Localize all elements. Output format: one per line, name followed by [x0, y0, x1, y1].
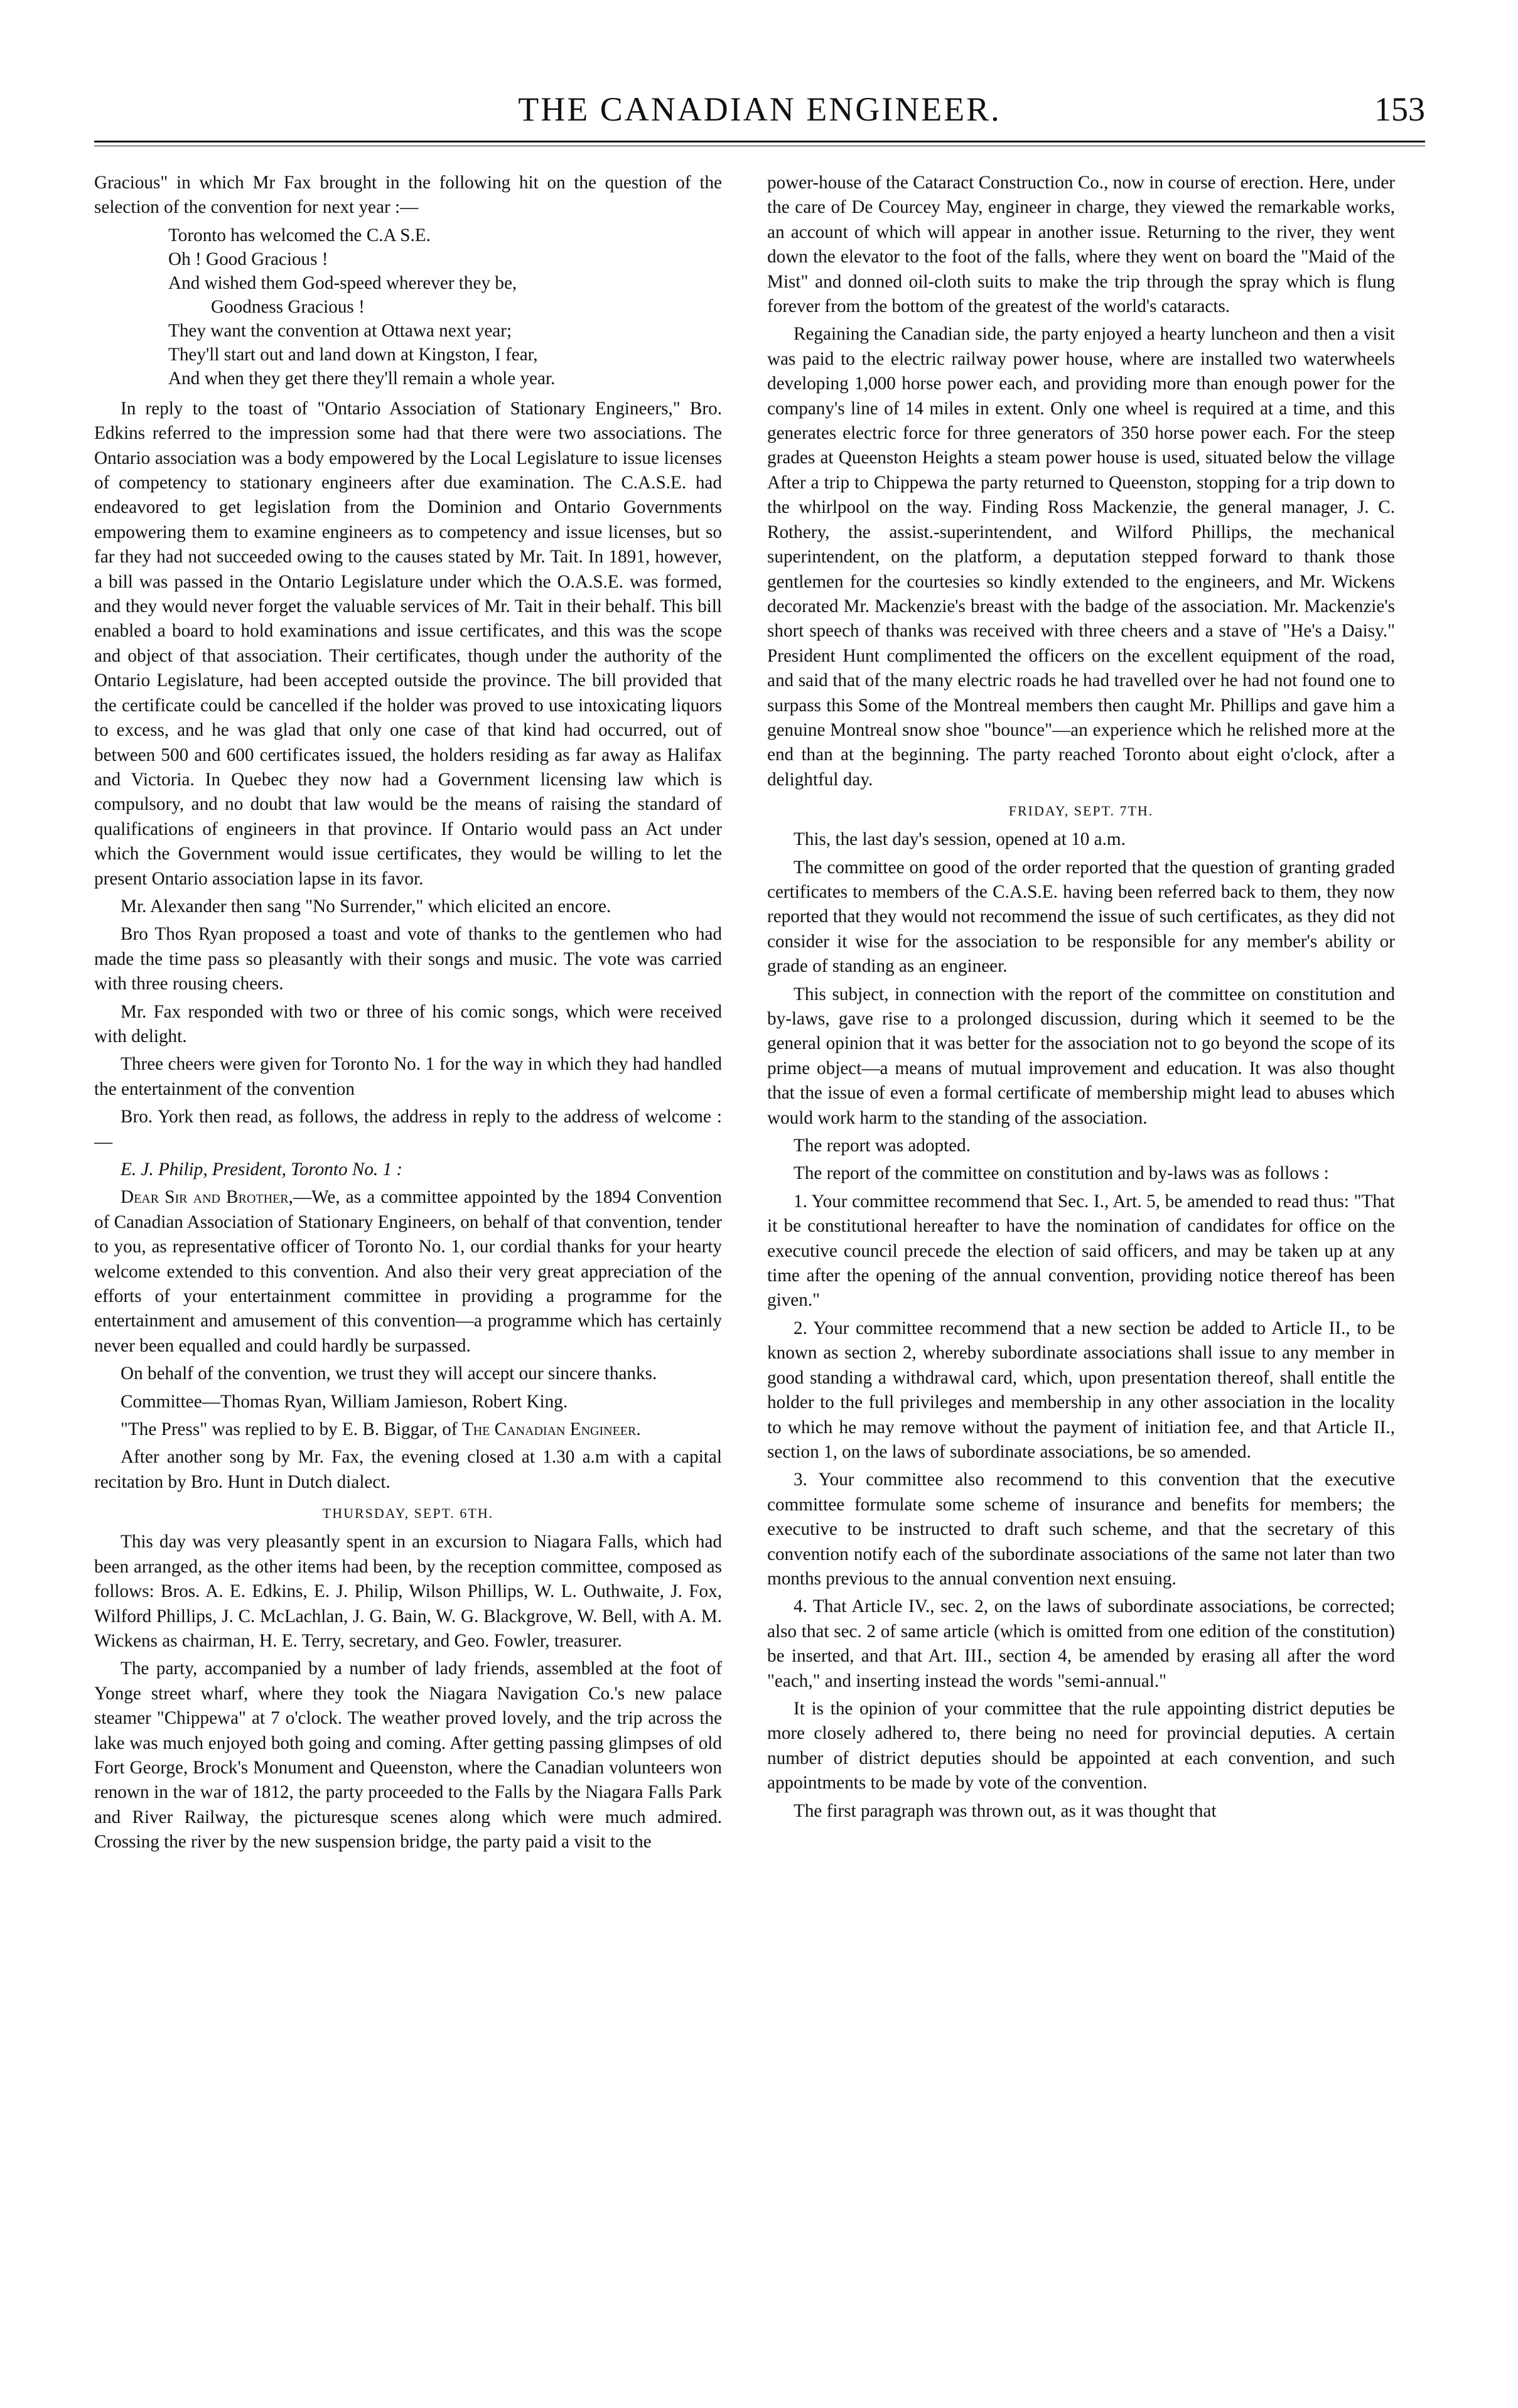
- paragraph-press: [94, 1417, 722, 1442]
- paragraph-adopted: The report was adopted.: [794, 1136, 971, 1156]
- verse-line: They want the convention at Ottawa next year;: [168, 320, 512, 341]
- paragraph-oase: In reply to the toast of "Ontario Association of Stationary Engineers," Bro. Edkins referred to the impression some had that there were two associations. The Ontario association was a body empowered by the Local Legislature to issue licenses of competency to stationary engineers after due examination. The C.A.S.E. had endeavored to get legislation from the Dominion and Ontario Governments empowering them to examine engineers as to competency and issue licenses, but so far they had not succeeded owing to the causes stated by Mr. Tait. In 1891, however, a bill was passed in the Ontario Legislature under which the O.A.S.E. was formed, and they would never forget the valuable services of Mr. Tait in their behalf. This bill enabled a board to hold examinations and issue certificates, and this was the scope and object of that association. Their certificates, though under the authority of the Ontario Legislature, had been accepted outside the province. The bill provided that the certificate could be cancelled if the holder was proved to use intoxicating liquors to excess, and he was glad that only one case of that kind had occurred, out of between 500 and 600 certificates issued, the holders residing as far away as Halifax and Victoria. In Quebec they now had a Government licensing law which is compulsory, and no doubt that law would be the means of raising the standard of qualifications of engineers in that province. If Ontario would pass an Act under which the Government would issue certificates, they would be willing to let the present Ontario association lapse in its favor.: [94, 398, 722, 889]
- press-end: .: [636, 1419, 641, 1440]
- paragraph-niagara: This day was very pleasantly spent in an excursion to Niagara Falls, which had been arranged, as the other items had been, by the reception committee, composed as follows: Bros. A. E. Edkins, E. J. Philip, Wilson Phillips, W. L. Outhwaite, J. Fox, Wilford Phillips, J. C. McLachlan, J. G. Bain, W. G. Blackgrove, W. Bell, with A. M. Wickens as chairman, H. E. Terry, secretary, and Geo. Fowler, treasurer.: [94, 1532, 722, 1651]
- addressee: E. J. Philip, President, Toronto No. 1 :: [121, 1159, 403, 1180]
- running-title: THE CANADIAN ENGINEER.: [518, 90, 1001, 128]
- paragraph-behalf: On behalf of the convention, we trust they will accept our sincere thanks.: [121, 1363, 657, 1384]
- verse: [168, 223, 722, 390]
- paragraph-item-3: 3. Your committee also recommend to this convention that the executive committee formulate some scheme of insurance and benefits for members; the executive to be instructed to draft such scheme, and that the secretary of this convention notify each of the subordinate associations of the same not later than two months previous to the annual convention next ensuing.: [767, 1470, 1395, 1589]
- paragraph-york: Bro. York then read, as follows, the address in reply to the address of welcome :—: [94, 1107, 722, 1152]
- paragraph-regaining: Regaining the Canadian side, the party enjoyed a hearty luncheon and then a visit was paid to the electric railway power house, where are installed two waterwheels developing 1,000 horse power each, and providing more than enough power for the company's line of 14 miles in extent. Only one wheel is required at a time, and this generates electric force for three generators of 350 horse power each. For the steep grades at Queenston Heights a steam power house is used, situated below the village After a trip to Chippewa the party returned to Queenston, stopping for a trip down to the whirlpool on the way. Finding Ross Mackenzie, the general manager, J. C. Rothery, the assist.-superintendent, and Wilford Phillips, the mechanical superintendent, on the platform, a deputation stepped forward to thank those gentlemen for the courtesies so kindly extended to the engineers, and Mr. Wickens decorated Mr. Mackenzie's breast with the badge of the association. Mr. Mackenzie's short speech of thanks was received with three cheers and a stave of "He's a Daisy." President Hunt complimented the officers on the excellent equipment of the road, and said that of the many electric roads he had travelled over he had not found one to surpass this Some of the Montreal members then caught Mr. Phillips and gave him a genuine Montreal snow shoe "bounce"—an experience which he relished more at the end than at the beginning. The party reached Toronto about eight o'clock, after a delightful day.: [767, 324, 1395, 790]
- paragraph-report-intro: The report of the committee on constitution and by-laws was as follows :: [794, 1163, 1329, 1184]
- left-column: [94, 171, 722, 2380]
- verse-line: Toronto has welcomed the C.A S.E.: [168, 225, 431, 245]
- verse-line: Oh ! Good Gracious !: [168, 249, 328, 269]
- paragraph-ryan: Bro Thos Ryan proposed a toast and vote of thanks to the gentlemen who had made the time pass so pleasantly with their songs and music. The vote was carried with three rousing cheers.: [94, 924, 722, 994]
- paragraph-session: This, the last day's session, opened at 10 a.m.: [794, 829, 1126, 850]
- paragraph-cataract: power-house of the Cataract Construction Co., now in course of erection. Here, under the care of De Courcey May, engineer in charge, they viewed the remarkable works, an account of which will appear in another issue. Returning to the river, they went down the elevator to the foot of the falls, where they went on board the "Maid of the Mist" and donned oil-cloth suits to make the trip through the spray which is flung forever from the bottom of the greatest of the world's cataracts.: [767, 173, 1395, 317]
- paragraph-fax: Mr. Fax responded with two or three of his comic songs, which were received with delight.: [94, 1001, 722, 1046]
- paragraph-first-paragraph: The first paragraph was thrown out, as it was thought that: [794, 1800, 1217, 1821]
- paragraph-opinion: It is the opinion of your committee that the rule appointing district deputies be more closely adhered to, there being no need for provincial deputies. A certain number of district deputies should be appointed at each convention, and such appointments to be made by vote of the convention.: [767, 1698, 1395, 1793]
- salutation: Dear Sir and Brother,: [121, 1187, 293, 1208]
- header-rule-thick: [94, 141, 1425, 142]
- paragraph-alexander: Mr. Alexander then sang "No Surrender," which elicited an encore.: [121, 896, 611, 916]
- verse-line: They'll start out and land down at Kingston, I fear,: [168, 344, 538, 365]
- press-text: "The Press" was replied to by E. B. Biggar, of: [121, 1419, 462, 1440]
- paragraph-cheers: Three cheers were given for Toronto No. 1 for the way in which they had handled the entertainment of the convention: [94, 1054, 722, 1099]
- paragraph-good-order: The committee on good of the order reported that the question of granting graded certificates to members of the C.A.S.E. having been referred back to them, they now reported that they would not recommend the issue of such certificates, as they did not consider it wise for the association to be responsible for any member's ability or grade of standing as an engineer.: [767, 857, 1395, 977]
- right-column: [767, 171, 1395, 2380]
- journal-name: The Canadian Engineer: [461, 1419, 637, 1440]
- paragraph-committee: Committee—Thomas Ryan, William Jamieson, Robert King.: [121, 1391, 568, 1412]
- verse-line: Goodness Gracious !: [211, 296, 365, 317]
- section-heading-friday: FRIDAY, SEPT. 7TH.: [1008, 803, 1154, 819]
- paragraph-item-4: 4. That Article IV., sec. 2, on the laws of subordinate associations, be corrected; also that sec. 2 of same article (which is omitted from one edition of the constitution) be inserted, and that Art. III., section 4, be amended by erasing all after the word "each," and inserting instead the words "semi-annual.": [767, 1596, 1395, 1691]
- paragraph-item-1: 1. Your committee recommend that Sec. I., Art. 5, be amended to read thus: "That it be constitutional hereafter to have the nomination of candidates for office on the executive council precede the election of said officers, and may be taken up at any time after the opening of the annual convention, providing notice thereof has been given.": [767, 1191, 1395, 1311]
- address-text: —We, as a committee appointed by the 1894 Convention of Canadian Association of Stationary Engineers, on behalf of that convention, tender to you, as representative officer of Toronto No. 1, our cordial thanks for your hearty welcome extended to this convention. And also their very great appreciation of the efforts of your entertainment committee in providing a programme for the entertainment and amusement of this convention—a programme which has certainly never been equalled and could hardly be surpassed.: [94, 1187, 722, 1356]
- section-heading-thursday: THURSDAY, SEPT. 6TH.: [322, 1505, 494, 1522]
- paragraph-closed: After another song by Mr. Fax, the evening closed at 1.30 a.m with a capital recitation by Bro. Hunt in Dutch dialect.: [94, 1447, 722, 1492]
- paragraph-address: [94, 1185, 722, 1358]
- paragraph-opening: Gracious" in which Mr Fax brought in the following hit on the question of the selection of the convention for next year :—: [94, 173, 722, 218]
- paragraph-party: The party, accompanied by a number of lady friends, assembled at the foot of Yonge street wharf, where they took the Niagara Navigation Co.'s new palace steamer "Chippewa" at 7 o'clock. The weather proved lovely, and the trip across the lake was much enjoyed both going and coming. After getting passing glimpses of old Fort George, Brock's Monument and Queenston, where the Canadian volunteers won renown in the war of 1812, the party proceeded to the Falls by the Niagara Falls Park and River Railway, the picturesque scenes along which were much admired. Crossing the river by the new suspension bridge, the party paid a visit to the: [94, 1658, 722, 1852]
- paragraph-item-2: 2. Your committee recommend that a new section be added to Article II., to be known as section 2, whereby subordinate associations shall issue to any member in good standing a withdrawal card, which, upon presentation thereof, shall entitle the holder to the full privileges and membership in any other association in the locality to which he may remove without the payment of initiation fee, and that Article II., section 1, on the laws of subordinate associations, be so amended.: [767, 1318, 1395, 1462]
- verse-line: And wished them God-speed wherever they be,: [168, 272, 517, 293]
- page-header: [94, 87, 1425, 137]
- page-number: 153: [1374, 90, 1425, 128]
- verse-line: And when they get there they'll remain a whole year.: [168, 368, 556, 389]
- paragraph-subject: This subject, in connection with the report of the committee on constitution and by-laws, gave rise to a prolonged discussion, during which it seemed to be the general opinion that it was better for the association not to go beyond the scope of its prime object—a means of mutual improvement and education. It was also thought that the issue of even a formal certificate of membership might lead to abuses which would work harm to the standing of the association.: [767, 984, 1395, 1128]
